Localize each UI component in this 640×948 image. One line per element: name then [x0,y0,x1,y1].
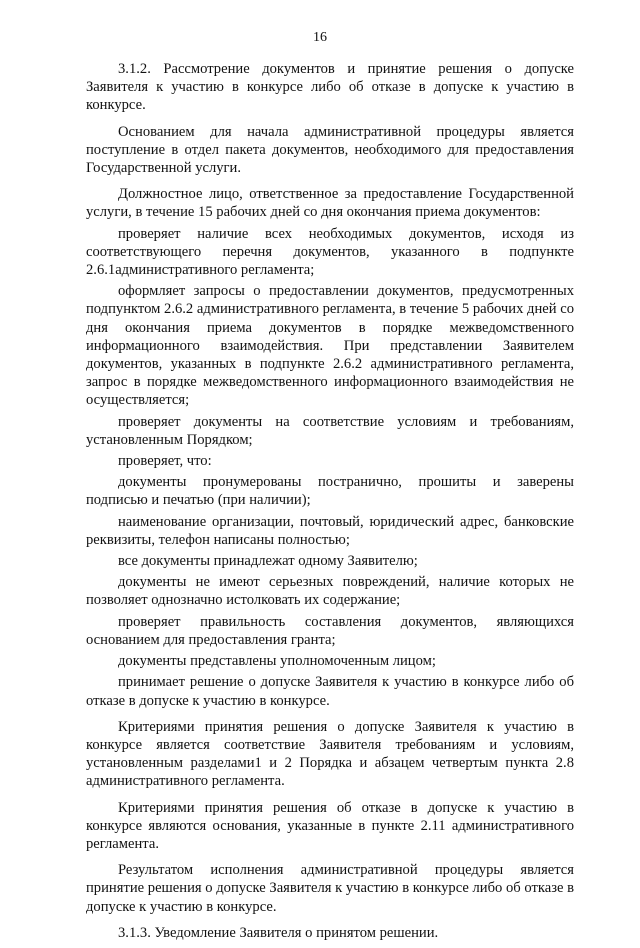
list-item-organization-details: наименование организации, почтовый, юридический адрес, банковские реквизиты, телефон написаны полностью; [86,513,574,548]
list-item-check-documents: проверяет наличие всех необходимых документов, исходя из соответствующего перечня документов, указанного в подпункте 2.6.1административного регламента; [86,225,574,279]
list-item-authorized-person: документы представлены уполномоченным лицом; [118,653,436,670]
paragraph-official-duties: Должностное лицо, ответственное за предоставление Государственной услуги, в течение 15 рабочих дней со дня окончания приема документов: [86,186,574,221]
section-heading-3-1-2: 3.1.2. Рассмотрение документов и принятие решения о допуске Заявителя к участию в конкурсе либо об отказе в допуске к участию в конкурсе. [86,61,574,114]
section-heading-3-1-3: 3.1.3. Уведомление Заявителя о принятом решении. [118,924,439,941]
page-number: 16 [313,30,327,45]
paragraph-basis: Основанием для начала административной процедуры является поступление в отдел пакета документов, необходимого для предоставления Государственной услуги. [86,123,574,177]
paragraph-admission-criteria: Критериями принятия решения о допуске Заявителя к участию в конкурсе является соответствие Заявителя требованиям и условиям, установленным разделами1 и 2 Порядка и абзацем четвертым пункта 2.8 административного регламента. [86,718,574,790]
list-item-no-damage: документы не имеют серьезных повреждений, наличие которых не позволяет однозначно истолковать их содержание; [86,574,574,609]
paragraph-result: Результатом исполнения административной процедуры является принятие решения о допуске Заявителя к участию в конкурсе либо об отказе в допуске к участию в конкурсе. [86,862,574,915]
list-item-decision: принимает решение о допуске Заявителя к участию в конкурсе либо об отказе в допуске к участию в конкурсе. [86,674,574,709]
list-item-compliance-check: проверяет документы на соответствие условиям и требованиям, установленным Порядком; [86,413,574,448]
list-item-verifies-that: проверяет, что: [118,453,212,470]
list-item-single-applicant: все документы принадлежат одному Заявителю; [118,553,418,570]
list-item-requests: оформляет запросы о предоставлении документов, предусмотренных подпунктом 2.6.2 административного регламента, в течение 5 рабочих дней со дня окончания приема документов в порядке межведомственного информационного взаимодействия. При представлении Заявителем документов, указанных в подпункте 2.6.2 административного регламента, запрос в порядке межведомственного информационного взаимодействия не осуществляется; [86,283,574,409]
paragraph-refusal-criteria: Критериями принятия решения об отказе в допуске к участию в конкурсе являются основания, указанные в пункте 2.11 административного регламента. [86,799,574,852]
document-body [86,60,574,948]
list-item-numbered-pages: документы пронумерованы постранично, прошиты и заверены подписью и печатью (при наличии); [86,474,574,509]
list-item-correctness: проверяет правильность составления документов, являющихся основанием для предоставления гранта; [86,613,574,648]
